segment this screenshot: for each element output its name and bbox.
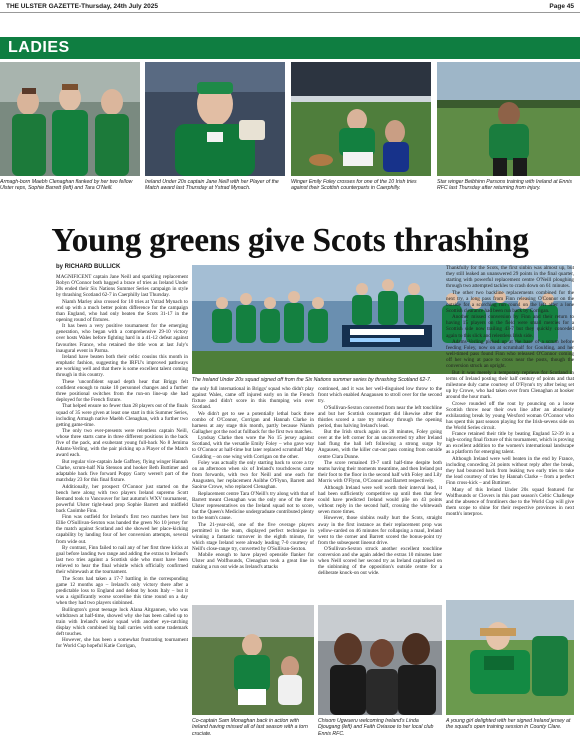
- article-column-4: [446, 265, 574, 595]
- article-paragraph: O'Sullivan-Sexton converted from near the left touchline and but her Scottish counterpart did likewise after the thistles scored a rare try midway through the opening period, thus halving Ireland's lead.: [318, 404, 442, 429]
- article-paragraph: Although Ireland were well worth their interval lead, it had been sufficiently competitive up until then that few could have predicted Ireland would pile on 43 points without reply in the second half, crossing the whitewash seven more times.: [318, 484, 442, 515]
- article-paragraph: Adams-Verling picked up at the base of a scrum before feeding Foley, now on at scrumhalf for Goulding, and her well-timed pass found Finn who released O'Connor coming off her wing at pace to cross near the posts, though the conversion struck an upright.: [446, 339, 574, 370]
- photo-emily-foley-try: [291, 62, 431, 176]
- photo-chisom-ugwueru: [318, 605, 442, 715]
- article-paragraph: Niamh Marley also crossed for 10 tries at Ystrad Mynach to end up with a much better points difference for the campaign than England, who had only beaten the Scots 31-17 in the opening round of fixtures.: [56, 298, 188, 323]
- article-paragraph: Many of this Ireland Under 20s squad featured for Wolfhounds or Clovers in this past season's Celtic Challenge and the absence of frontliners due to the World Cup will give them scope to shine for their respective provinces in next month's interpros.: [446, 486, 574, 517]
- caption-clenaghan-trio: Armagh-born Maebh Clenaghan flanked by her two fellow Ulster reps, Sophie Barrett (left) and Tara O'Neill.: [0, 179, 133, 192]
- article-paragraph: But regular vice-captain Jade Gaffney, flying winger Hannah Clarke, scrum-half Nia Stenson and hooker Beth Buttimer and adaptable back five forward Poppy Garry weren't part of the matchday 23 for this final fixture.: [56, 458, 188, 484]
- caption-beibhinn-parsons: Star winger Beibhinn Parsons training with Ireland at Ennis RFC last Thursday after returning from injury.: [437, 179, 572, 192]
- article-column-3: [318, 386, 442, 602]
- article-paragraph: Another missed conversion by Finn and their return to having 15 players on the field were small mercies for a Scottish side now trailing 43-7 but they quickly conceded again to this slick and relentless Irish side.: [446, 314, 574, 339]
- article-column-1: [56, 274, 188, 729]
- caption-young-girl: A young girl delighted with her signed Ireland jersey at the squad's open training session in County Clare.: [446, 718, 571, 731]
- section-title: LADIES: [8, 39, 70, 56]
- caption-chisom-ugwueru: Chisom Ugwueru welcoming Ireland's Linda Djougang (left) and Faith Oviasoe to her local club Ennis RFC.: [318, 718, 434, 737]
- photo-young-girl-jersey: [446, 600, 574, 715]
- article-paragraph: By contrast, Finn failed to nail any of her first three kicks at goal before landing two range and adding the extras to Ireland's last two tries against a Scottish side who must have been relieved to hear the final whistle which officially confirmed their whitewash at the tournament.: [56, 545, 188, 576]
- article-column-2: [192, 386, 314, 602]
- article-paragraph: The score remained 19-7 until half-time despite both teams having their moments meantime, and then Ireland put their foot to the floor in the second half with Foley and Lily Morris with O'Flynn, O'Connor and Barrett respectively.: [318, 460, 442, 485]
- article-paragraph: It has been a very positive tournament for the emerging generation, who began with a comprehensive 29-10 victory over hosts Wales before fighting hard in a 41-12 defeat against favourites France, who retained the title won at last July's inaugural event in Parma.: [56, 323, 188, 354]
- article-byline: by RICHARD BULLICK: [56, 264, 121, 270]
- caption-jane-neill: Ireland Under 20s captain Jane Neill with her Player of the Match award last Thursday at Ystrad Mynach.: [145, 179, 279, 192]
- article-paragraph: The 21-year-old, one of the five overage players permitted in the team, displayed perfect technique in winning a fantastic turnover in the eighth minute, for which stage Ireland were already leading 7-0 courtesy of Neill's close-range try, converted by O'Sullivan-Sexton.: [192, 521, 314, 552]
- photo-clenaghan-trio: [0, 62, 140, 176]
- article-paragraph: Finn was outfield for Ireland's first two matches here but Ellie O'Sullivan-Sexton was handed the green No 10 jersey for the match against Scotland and she showed her place-kicking capability by landing four of her conversion attempts, several from wide out.: [56, 514, 188, 545]
- photo-beibhinn-parsons: [437, 62, 580, 176]
- article-paragraph: France retained their title by beating England 52-39 in a high-scoring final fixture of this tournament, which is proving an excellent addition to the women's international landscape as a platform for emerging talent.: [446, 431, 574, 456]
- article-paragraph: That helped ensure no fewer than 28 players out of the finals squad of 35 were given at least one start in this Summer Series, including Armagh native Maebh Clenaghan, with a further two getting game-time.: [56, 403, 188, 428]
- article-paragraph: continued, and it was her well-disguised low throw to the front which enabled Anagausen to stroll over for the second try.: [318, 386, 442, 405]
- article-paragraph: But the Irish struck again on 28 minutes, Foley going over at the left corner for an unconverted try after Ireland had flung the ball left following a strong surge by Angausen, with the killer cut-out pass coming from outside centre Clara Dunne.: [318, 429, 442, 460]
- article-paragraph: the only full international in Briggs' squad who didn't play against Wales, came off injured early on in the French fixture and didn't score in this thumping win over Scotland.: [192, 386, 314, 411]
- article-paragraph: However, those sinbins really hurt the Scots, straight away in the first instance as their replacement prop was yellow-carded on 46 minutes for collapsing a maul, Ireland went to the corner and Barrett scored the bonus-point try from the subsequent lineout drive.: [318, 515, 442, 546]
- article-paragraph: We didn't get to see a potentially lethal back three combo of O'Connor, Corrigan and Hannah Clarke in harness at any stage this month, partly because Niamh Gallagher got the nod at fullback for the first two matches.: [192, 410, 314, 435]
- article-paragraph: Crowe rounded off the rout by pouncing on a loose Scottish throw near their own line after an absolutely exhilarating break by young Wexford woman O'Connor who has spent this past season playing for the Irish-sevens side on the World Series circuit.: [446, 400, 574, 431]
- section-banner: [0, 37, 580, 59]
- article-paragraph: Mobile enough to have played openside flanker for Ulster and Wolfhounds, Clenaghan took a great line in making a run out wide as Ireland's attacks: [192, 552, 314, 571]
- article-paragraph: MAGNIFICENT captain Jane Neill and sparkling replacement Robyn O'Connor both bagged a brace of tries as Ireland Under 20s ended their Six Nations Summer Series campaign in style by thrashing Scotland 62-7 in Caerphilly last Thursday.: [56, 274, 188, 299]
- photo-jane-neill: [145, 62, 285, 176]
- photo-sam-monaghan: [192, 605, 314, 715]
- article-paragraph: O'Sullivan-Sexton struck another excellent touchline conversion and she again added the extras 10 minutes later when Neill scored her second try as Ireland capitalised on the sinbinning of the opposition's outside centre for a deliberate knock-on out wide.: [318, 546, 442, 577]
- article-paragraph: Bullington's great teenage lock Alana Aitgannen, who was withdrawn at half-time, showed why she has been called up to train with Ireland's senior squad with another eye-catching display which combined big ball carries with some trademark deft touches.: [56, 606, 188, 637]
- article-paragraph: The only two ever-presents were relentless captain Neill, whose three starts came in three different positions in the back five of the pack, and exuberant young full-back No 8 Jemima Adams-Verling, with the pair picking up a Player of the Match award each.: [56, 428, 188, 459]
- caption-squad: The Ireland Under 20s squad signed off from the Six Nations summer series by thrashing Scotland 62-7.: [192, 377, 432, 383]
- article-paragraph: Additionally, her prospect O'Connor just started on the bench here along with two players Ireland supremo Scott Bemand took to Vancouver for last autumn's WXV tournament, powerful Ulster tight-head prop Sophie Barrett and midfield back Caoimhe Finn.: [56, 483, 188, 514]
- article-paragraph: Foley was actually the only starting back to score a try on an afternoon when six of Ireland's touchdowns came from forwards, with two for Neill and one each for Anagusten, her replacement Aoibhe O'Flynn, Barrett and Saoirse Crowe, who replaced Clenaghan.: [192, 460, 314, 491]
- article-paragraph: The Scots had taken a 17-7 battling in the corresponding game 12 months ago – Ireland's only victory there after a predictable loss to England and defeat by hosts Italy – but it was a significantly worse scoreline this time round on a day when they had two players sinbinned.: [56, 575, 188, 606]
- article-paragraph: Ireland have beaten both their celtic cousins this month in emphatic fashion, suggesting the IRFU's improved pathways are working well and that there is some excellent talent coming through in this country.: [56, 354, 188, 379]
- article-paragraph: Lyndsay Clarke then wore the No 15 jersey against Scotland, with the versatile Emily Foley – who gave way to O'Connor at half-time but later replaced scrumhalf May Goulding – on one wing with Corrigan on the other.: [192, 435, 314, 460]
- article-paragraph: However, she has been a somewhat frustrating tournament for World Cup hopeful Katie Corrigan,: [56, 637, 188, 650]
- caption-emily-foley: Winger Emily Foley crosses for one of the 10 Irish tries against their Scottish counterparts in Caerphilly.: [291, 179, 417, 192]
- article-headline: Young greens give Scots thrashing: [51, 222, 529, 259]
- page-masthead: [0, 0, 580, 13]
- caption-sam-monaghan: Co-captain Sam Monaghan back in action with Ireland having missed all of last season with a torn cruciate.: [192, 718, 308, 737]
- article-paragraph: Replacement centre Tara O'Neill's try along with that of Barrett meant Clenaghan was the only one of the three Ulster representatives on the Ireland squad not to score, but the Queen's Medicine undergraduate contributed plenty to the team's cause.: [192, 490, 314, 521]
- article-paragraph: Thankfully for the Scots, the first sinbin was almost up, but they still leaked an unanswered 29 points in the final quarter, starting with powerful replacement centre O'Neill ploughing through two attempted tackles to crash down on 61 minutes.: [446, 265, 574, 290]
- masthead-date: THE ULSTER GAZETTE-Thursday, 24th July 2025: [6, 3, 158, 10]
- page-number: Page 45: [549, 3, 574, 10]
- article-paragraph: The other two backline replacements combined for the next try, a long pass from Finn releasing O'Connor on the outside for a scorching run round on the left after a lone Scottish clearance had been run back by Corrigan.: [446, 289, 574, 314]
- article-paragraph: Although Ireland were well beaten in the end by France, including conceding 24 points without reply after the break, they had bounced back from leaking two early tries to take the lead courtesy of tries by Hannah Clarke – from a perfect Finn cross-kick – and Buttimer.: [446, 455, 574, 487]
- article-paragraph: But it was merely a temporary reprieve for Scotland in terms of Ireland posting their half century of points and that milestone duly came courtesy of O'Flynn's try after being set up by Crowe, who had taken over from Clenaghan at hooker around the hour mark.: [446, 369, 574, 400]
- article-paragraph: These 'unconfident squad depth hear that Briggs felt confident enough to make 10 personnel changes and a further three positional switches from the run-on line-up she had deployed for the French fixture.: [56, 378, 188, 403]
